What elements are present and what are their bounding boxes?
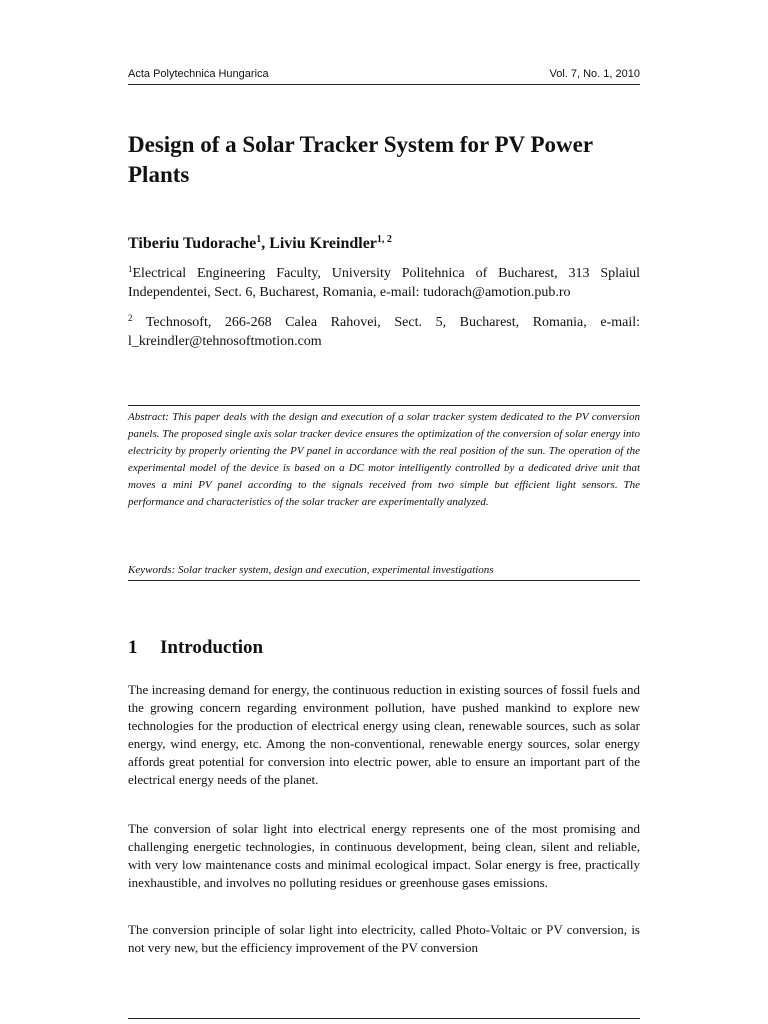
abstract-label: Abstract: <box>128 411 169 423</box>
section-number: 1 <box>128 637 138 658</box>
keywords-label: Keywords: <box>128 564 176 576</box>
author-separator: , <box>261 235 270 252</box>
affiliation-2 <box>128 313 640 351</box>
volume-info: Vol. 7, No. 1, 2010 <box>549 68 640 80</box>
keywords-text: Solar tracker system, design and execution, experimental investigations <box>178 564 494 576</box>
section-heading <box>128 636 640 660</box>
footer-rule <box>128 1018 640 1019</box>
body-paragraph: The increasing demand for energy, the continuous reduction in existing sources of fossil fuels and the growing concern regarding environment pollution, have pushed mankind to explore new technologies for the production of electrical energy using clean, renewable sources, such as solar energy, wind energy, etc. Among the non-conventional, renewable energy sources, solar energy affords great potential for conversion into electric power, able to ensure an important part of the electrical energy needs of the planet. <box>128 682 640 787</box>
affiliation-text: Electrical Engineering Faculty, University Politehnica of Bucharest, 313 Splaiul Independentei, Sect. 6, Bucharest, Romania, e-mail: tudorach@amotion.pub.ro <box>128 266 640 300</box>
body-paragraph: The conversion of solar light into electrical energy represents one of the most promising and challenging energetic technologies, in continuous development, being clean, silent and reliable, with very low maintenance costs and minimal ecological impact. Solar energy is free, practically inexhaustible, and involves no polluting residues or greenhouse gases emissions. <box>128 821 640 890</box>
affiliation-mark: 2 <box>128 313 133 323</box>
affiliation-text: Technosoft, 266-268 Calea Rahovei, Sect. 5, Bucharest, Romania, e-mail: l_kreindler@tehnosoftmotion.com <box>128 315 641 349</box>
author-affiliation-mark: 1 <box>256 234 262 245</box>
abstract-text: This paper deals with the design and execution of a solar tracker system dedicated to the PV conversion panels. The proposed single axis solar tracker device ensures the optimization of the conversion of solar energy into electricity by properly orienting the PV panel in accordance with the real position of the sun. The operation of the experimental model of the device is based on a DC motor intelligently controlled by a dedicated drive unit that moves a mini PV panel according to the signals received from two simple but efficient light sensors. The performance and characteristics of the solar tracker are experimentally analyzed. <box>128 411 641 508</box>
body-paragraph: The conversion principle of solar light into electricity, called Photo-Voltaic or PV conversion, is not very new, but the efficiency improvement of the PV conversion <box>128 922 640 955</box>
author-affiliation-mark: 1, 2 <box>376 234 392 245</box>
paper-title: Design of a Solar Tracker System for PV Power Plants <box>128 132 593 187</box>
affiliation-mark: 1 <box>128 264 133 274</box>
header-rule <box>128 84 640 85</box>
keywords <box>128 563 640 577</box>
affiliation-1 <box>128 264 640 302</box>
author-name: Tiberiu Tudorache <box>128 235 257 252</box>
author-list <box>128 232 640 256</box>
section-title: Introduction <box>160 637 264 658</box>
journal-name: Acta Polytechnica Hungarica <box>128 68 269 80</box>
author-name: Liviu Kreindler <box>269 235 377 252</box>
abstract-box <box>128 405 640 581</box>
abstract <box>128 409 640 511</box>
